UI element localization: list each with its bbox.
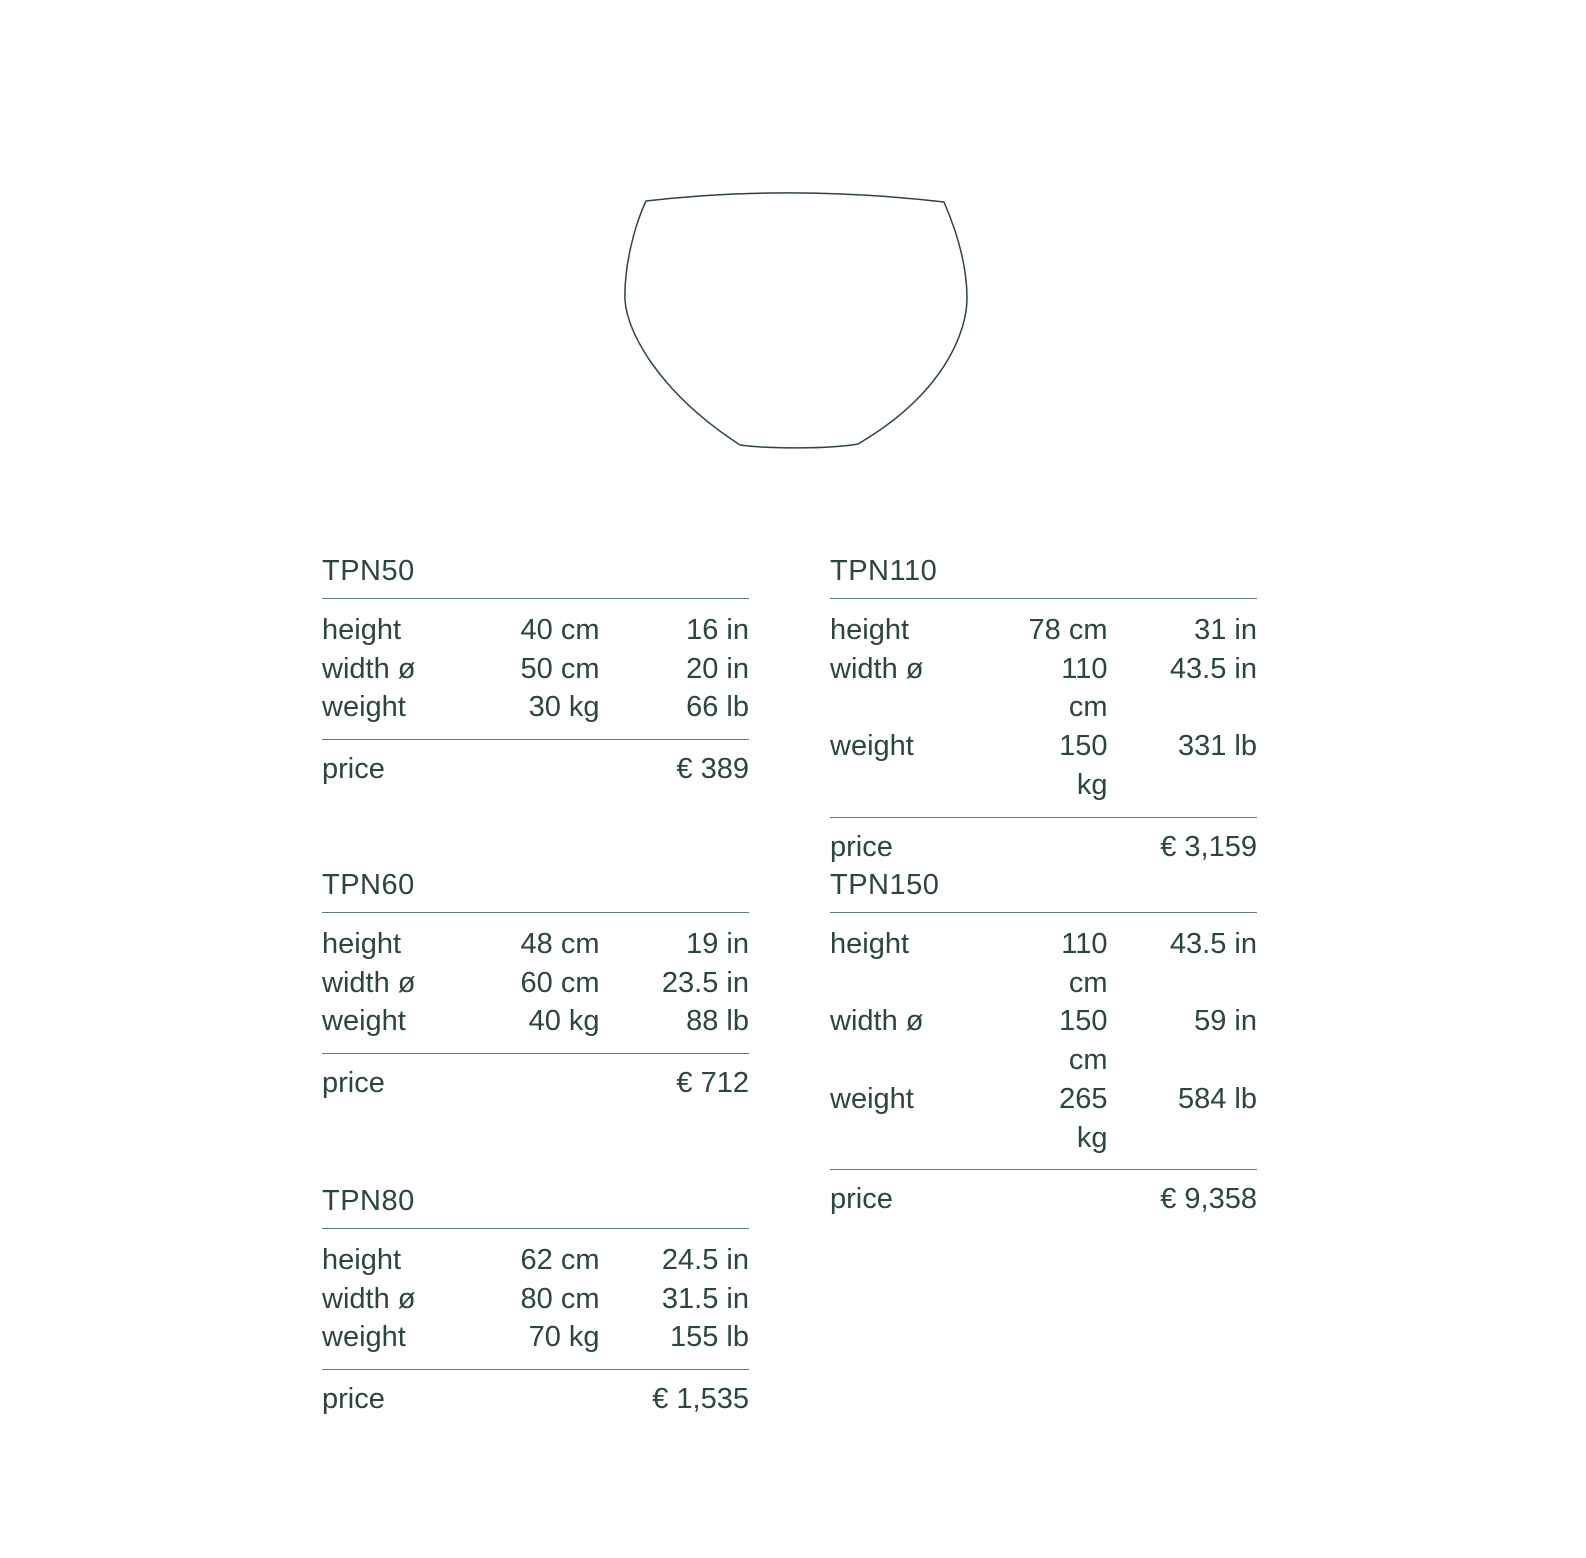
spec-value-imperial: 24.5 in: [661, 1244, 749, 1276]
divider-line: [322, 912, 749, 913]
spec-value-metric: 110 cm: [1061, 652, 1108, 724]
price-row: [830, 830, 1257, 864]
price-value: € 9,358: [1160, 1183, 1257, 1216]
spec-value-metric: 50 cm: [520, 652, 600, 685]
spec-table-tpn80: [322, 1186, 749, 1416]
spec-value-imperial: 59 in: [1194, 1005, 1257, 1038]
spec-label: height: [322, 614, 402, 646]
divider-line: [322, 598, 749, 599]
price-row: [322, 752, 749, 786]
spec-value-metric: 40 cm: [520, 614, 600, 646]
spec-table-tpn150: [830, 870, 1257, 1216]
price-value: € 389: [676, 753, 749, 786]
spec-row-weight: [830, 1080, 1257, 1157]
spec-row-height: [830, 611, 1257, 650]
spec-value-imperial: 20 in: [686, 652, 749, 685]
price-row: [830, 1182, 1257, 1216]
divider-line: [830, 1169, 1257, 1170]
divider-line: [322, 739, 749, 740]
price-row: [322, 1382, 749, 1416]
planter-outline-drawing: [615, 181, 977, 456]
spec-value-metric: 62 cm: [520, 1244, 600, 1276]
spec-rows: [322, 611, 749, 727]
spec-rows: [830, 925, 1257, 1157]
price-value: € 712: [676, 1067, 749, 1100]
model-name: TPN110: [830, 555, 938, 587]
spec-value-imperial: 31.5 in: [661, 1282, 749, 1315]
spec-label: height: [322, 1244, 402, 1276]
price-label: price: [322, 753, 385, 786]
spec-label: weight: [830, 730, 914, 763]
spec-row-weight: [322, 1318, 749, 1357]
model-name: TPN80: [322, 1185, 415, 1217]
spec-value-metric: 48 cm: [520, 928, 600, 960]
spec-value-imperial: 584 lb: [1177, 1082, 1257, 1115]
spec-value-imperial: 31 in: [1194, 614, 1257, 646]
spec-label: width ø: [322, 966, 416, 999]
spec-row-width: [322, 1280, 749, 1319]
spec-value-metric: 110 cm: [1061, 928, 1108, 999]
spec-value-imperial: 23.5 in: [661, 966, 749, 999]
spec-row-width: [830, 1002, 1257, 1079]
spec-value-metric: 60 cm: [520, 966, 600, 999]
price-value: € 3,159: [1160, 830, 1257, 863]
spec-value-metric: 265 kg: [1059, 1082, 1108, 1154]
spec-row-weight: [830, 727, 1257, 804]
spec-label: weight: [322, 1005, 406, 1038]
spec-rows: [322, 1241, 749, 1357]
spec-label: height: [830, 614, 910, 646]
model-name: TPN50: [322, 555, 415, 587]
spec-value-metric: 150 cm: [1059, 1005, 1108, 1077]
spec-table-tpn110: [830, 556, 1257, 864]
price-label: price: [830, 830, 893, 863]
spec-row-width: [322, 964, 749, 1003]
spec-value-metric: 40 kg: [528, 1005, 600, 1038]
price-label: price: [830, 1183, 893, 1216]
price-label: price: [322, 1383, 385, 1416]
spec-value-metric: 80 cm: [520, 1282, 600, 1315]
spec-label: width ø: [322, 652, 416, 685]
spec-label: weight: [322, 691, 406, 724]
spec-label: width ø: [830, 652, 924, 685]
spec-row-height: [830, 925, 1257, 1002]
spec-row-height: [322, 925, 749, 964]
price-label: price: [322, 1067, 385, 1100]
spec-value-metric: 30 kg: [528, 691, 600, 724]
spec-table-tpn60: [322, 870, 749, 1100]
model-name: TPN60: [322, 869, 415, 901]
spec-value-metric: 150 kg: [1059, 730, 1108, 801]
spec-rows: [830, 611, 1257, 805]
spec-label: weight: [830, 1082, 914, 1115]
spec-value-imperial: 331 lb: [1177, 730, 1257, 763]
spec-label: width ø: [830, 1005, 924, 1038]
divider-line: [830, 817, 1257, 818]
spec-row-width: [322, 650, 749, 689]
price-value: € 1,535: [652, 1383, 749, 1416]
spec-table-tpn50: [322, 556, 749, 786]
spec-value-imperial: 19 in: [686, 928, 749, 960]
spec-row-height: [322, 1241, 749, 1280]
spec-label: height: [830, 928, 910, 960]
spec-rows: [322, 925, 749, 1041]
spec-value-imperial: 155 lb: [669, 1321, 749, 1354]
spec-row-weight: [322, 688, 749, 727]
spec-row-weight: [322, 1002, 749, 1041]
spec-label: height: [322, 928, 402, 960]
spec-value-imperial: 43.5 in: [1169, 928, 1257, 960]
model-name: TPN150: [830, 869, 940, 901]
spec-value-imperial: 43.5 in: [1169, 652, 1257, 685]
divider-line: [322, 1228, 749, 1229]
price-row: [322, 1066, 749, 1100]
spec-value-imperial: 88 lb: [686, 1005, 749, 1038]
spec-row-height: [322, 611, 749, 650]
divider-line: [322, 1369, 749, 1370]
spec-value-imperial: 16 in: [686, 614, 749, 646]
spec-label: width ø: [322, 1282, 416, 1315]
spec-value-metric: 70 kg: [528, 1321, 600, 1354]
divider-line: [830, 598, 1257, 599]
spec-value-imperial: 66 lb: [686, 691, 749, 724]
divider-line: [322, 1053, 749, 1054]
planter-outline-path: [625, 193, 967, 448]
spec-value-metric: 78 cm: [1028, 614, 1108, 646]
spec-row-width: [830, 650, 1257, 727]
spec-label: weight: [322, 1321, 406, 1354]
divider-line: [830, 912, 1257, 913]
